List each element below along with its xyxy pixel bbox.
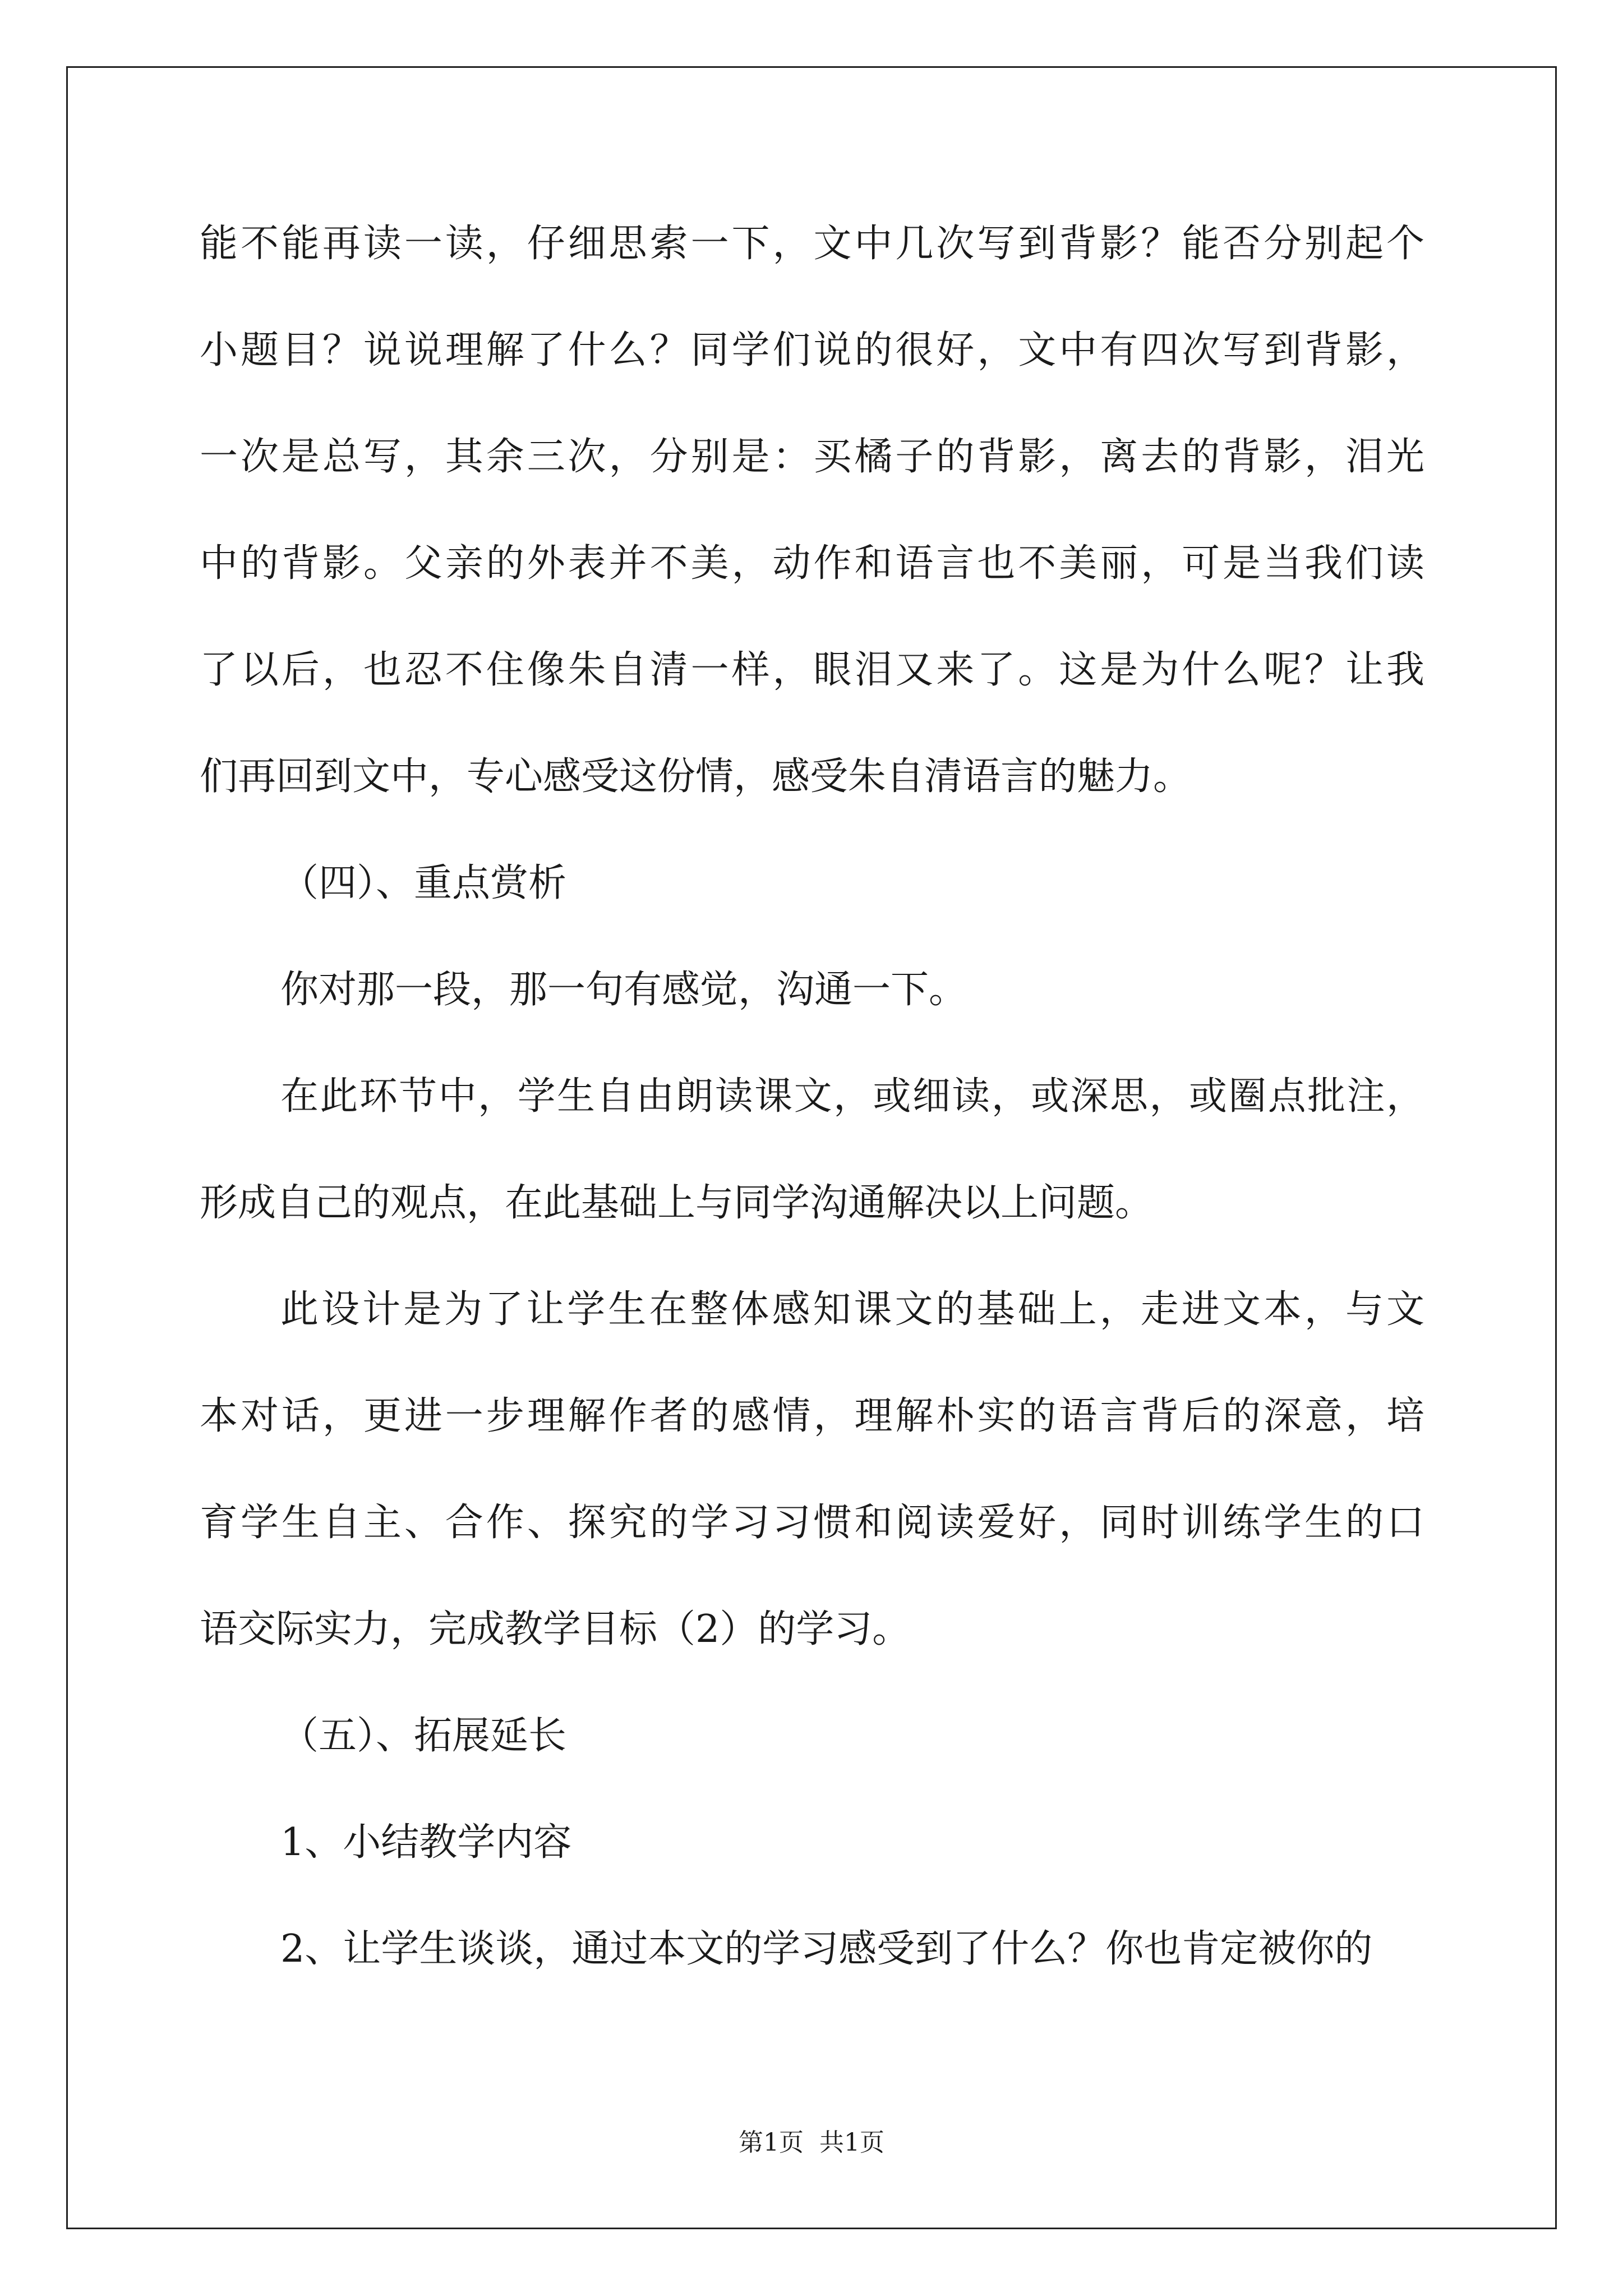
paragraph-line: 此设计是为了让学生在整体感知课文的基础上，走进文本，与文 bbox=[280, 1287, 1428, 1332]
paragraph-line: 能不能再读一读，仔细思索一下，文中几次写到背影？能否分别起个 bbox=[200, 222, 1427, 266]
paragraph-line: 一次是总写，其余三次，分别是：买橘子的背影，离去的背影，泪光 bbox=[200, 435, 1427, 479]
paragraph-line: 语交际实力，完成教学目标（2）的学习。 bbox=[200, 1607, 911, 1651]
section-heading: （五）、拓展延长 bbox=[280, 1714, 567, 1758]
paragraph-line: 育学生自主、合作、探究的学习习惯和阅读爱好，同时训练学生的口 bbox=[200, 1501, 1427, 1545]
paragraph-line: 形成自己的观点，在此基础上与同学沟通解决以上问题。 bbox=[200, 1181, 1154, 1225]
paragraph-line: 本对话，更进一步理解作者的感情，理解朴实的语言背后的深意，培 bbox=[200, 1394, 1427, 1438]
paragraph-line: 们再回到文中，专心感受这份情，感受朱自清语言的魅力。 bbox=[200, 754, 1192, 799]
page-number-total: 共1页 bbox=[819, 2128, 884, 2157]
paragraph-line: 你对那一段，那一句有感觉，沟通一下。 bbox=[280, 968, 967, 1012]
paragraph-line: 小题目？说说理解了什么？同学们说的很好，文中有四次写到背影， bbox=[200, 328, 1427, 372]
list-item: 1、小结教学内容 bbox=[280, 1820, 572, 1865]
paragraph-line: 在此环节中，学生自由朗读课文，或细读，或深思，或圈点批注， bbox=[280, 1074, 1426, 1119]
list-item: 2、让学生谈谈，通过本文的学习感受到了什么？你也肯定被你的 bbox=[280, 1927, 1373, 1971]
paragraph-line: 了以后，也忍不住像朱自清一样，眼泪又来了。这是为什么呢？让我 bbox=[200, 648, 1427, 692]
section-heading: （四）、重点赏析 bbox=[280, 861, 567, 905]
page-footer bbox=[0, 2126, 1623, 2160]
page-border bbox=[66, 66, 1557, 2229]
page-number-current: 第1页 bbox=[739, 2128, 804, 2157]
paragraph-line: 中的背影。父亲的外表并不美，动作和语言也不美丽，可是当我们读 bbox=[200, 541, 1427, 586]
